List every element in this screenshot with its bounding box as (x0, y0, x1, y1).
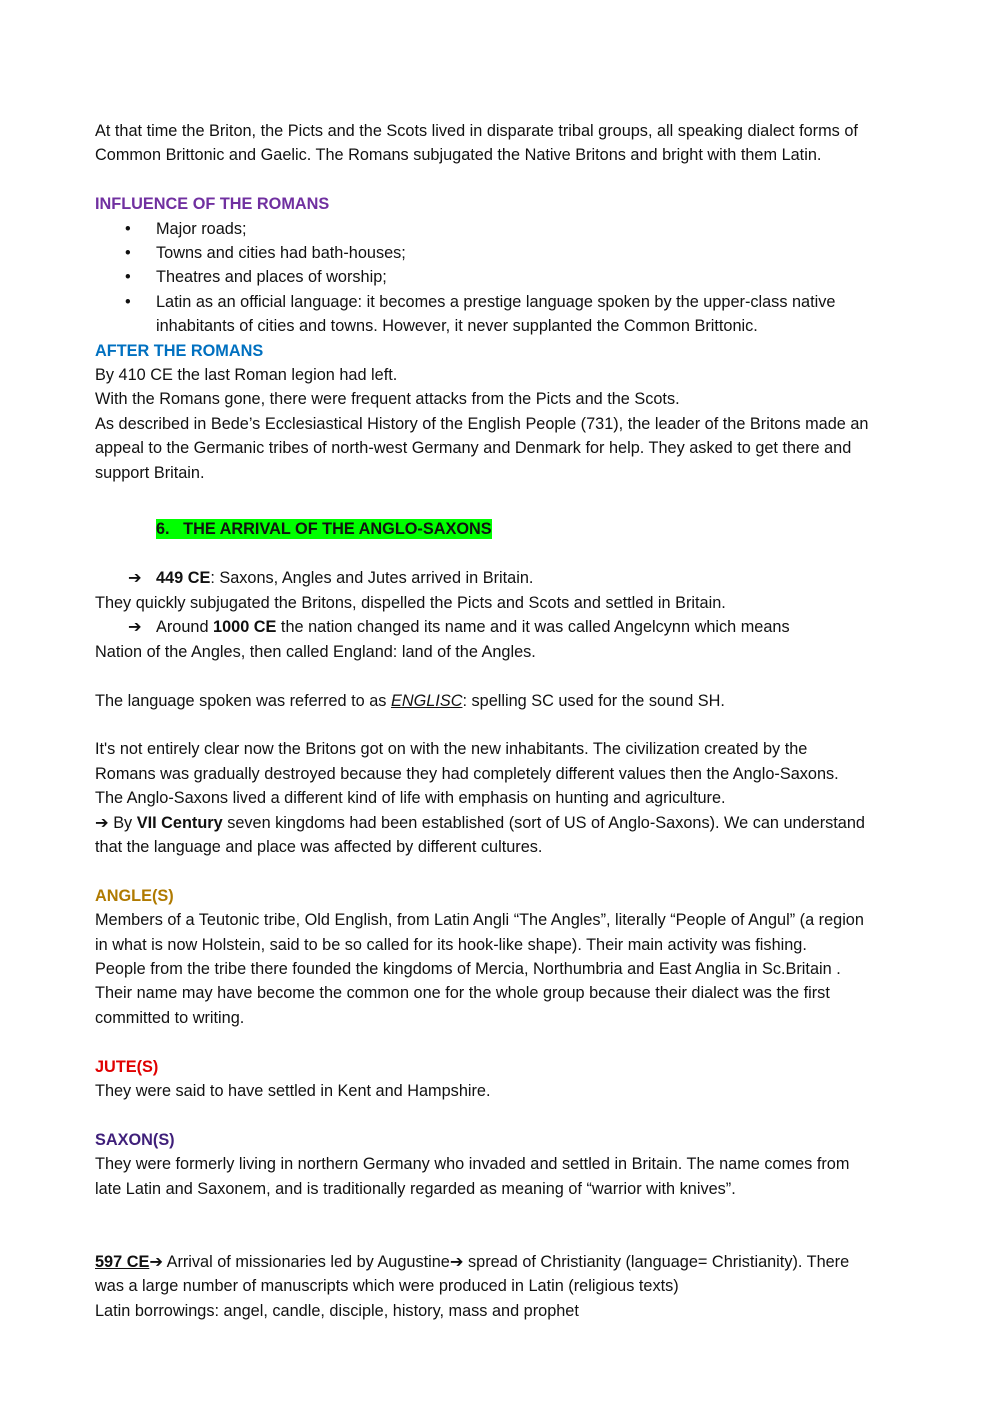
angles-line-5: committed to writing. (95, 1008, 245, 1027)
list-item-continuation: inhabitants of cities and towns. However, it never supplanted the Common Brittonic. (156, 317, 758, 336)
list-item: • Latin as an official language: it becomes a prestige language spoken by the upper-class native (95, 290, 905, 314)
date-1000: 1000 CE (213, 618, 277, 637)
angles-line-3: People from the tribe there founded the kingdoms of Mercia, Northumbria and East Anglia in Sc.Britain . (95, 959, 841, 978)
after-line-1: By 410 CE the last Roman legion had left. (95, 366, 398, 385)
after-line-4: appeal to the Germanic tribes of north-west Germany and Denmark for help. They asked to get there and (95, 439, 852, 458)
civil-line-4: ➔ By VII Century seven kingdoms had been established (sort of US of Anglo-Saxons). We can understand (95, 813, 865, 832)
christianity-line-2: was a large number of manuscripts which were produced in Latin (religious texts) (95, 1277, 679, 1296)
arrival-line-2: They quickly subjugated the Britons, dispelled the Picts and Scots and settled in Britain. (95, 593, 726, 612)
intro-line-1: At that time the Briton, the Picts and the Scots lived in disparate tribal groups, all speaking dialect forms of (95, 122, 858, 140)
saxons-line-1: They were formerly living in northern Germany who invaded and settled in Britain. The name comes from (95, 1155, 850, 1174)
list-item: • Towns and cities had bath-houses; (95, 241, 905, 265)
angles-line-4: Their name may have become the common one for the whole group because their dialect was the first (95, 984, 830, 1003)
angles-heading: ANGLE(S) (95, 886, 174, 905)
after-line-2: With the Romans gone, there were frequent attacks from the Picts and the Scots. (95, 390, 680, 409)
arrow-icon: ➔ (128, 569, 142, 588)
angles-line-1: Members of a Teutonic tribe, Old English, from Latin Angli “The Angles”, literally “People of Angul” (a region (95, 911, 864, 930)
angles-line-2: in what is now Holstein, said to be so called for its hook-like shape). Their main activity was fishing. (95, 935, 807, 954)
section-title: THE ARRIVAL OF THE ANGLO-SAXONS (183, 520, 492, 539)
saxons-heading: SAXON(S) (95, 1130, 175, 1149)
bullet-icon: • (125, 292, 131, 311)
jutes-heading: JUTE(S) (95, 1057, 159, 1076)
influence-list (95, 217, 905, 339)
christianity-line-1: 597 CE➔ Arrival of missionaries led by Augustine➔ spread of Christianity (language= Christianity). There (95, 1252, 850, 1271)
arrow-icon: ➔ (149, 1252, 163, 1271)
century-bold: VII Century (136, 813, 223, 832)
after-line-5: support Britain. (95, 463, 205, 482)
arrow-icon: ➔ (95, 813, 109, 832)
englisc-term: ENGLISC (390, 691, 463, 710)
intro-line-2: Common Brittonic and Gaelic. The Romans subjugated the Native Britons and bright with them Latin. (95, 146, 822, 165)
arrow-icon: ➔ (128, 618, 142, 637)
section-6-heading (95, 517, 905, 541)
after-romans-heading: AFTER THE ROMANS (95, 341, 264, 360)
arrival-line-4: Nation of the Angles, then called England: land of the Angles. (95, 642, 536, 661)
arrow-icon: ➔ (449, 1252, 464, 1271)
civil-line-3: The Anglo-Saxons lived a different kind of life with emphasis on hunting and agriculture. (95, 789, 726, 808)
section-number: 6. (156, 520, 170, 539)
christianity-line-3: Latin borrowings: angel, candle, disciple, history, mass and prophet (95, 1301, 579, 1320)
jutes-text: They were said to have settled in Kent and Hampshire. (95, 1081, 491, 1100)
bullet-icon: • (125, 244, 131, 263)
language-line: The language spoken was referred to as ENGLISC: spelling SC used for the sound SH. (95, 691, 725, 710)
arrival-line-1: ➔ 449 CE: Saxons, Angles and Jutes arrived in Britain. (95, 566, 905, 590)
bullet-icon: • (125, 219, 131, 238)
civil-line-5: that the language and place was affected by different cultures. (95, 837, 543, 856)
date-449: 449 CE (156, 569, 211, 588)
list-item: • Major roads; (95, 217, 905, 241)
bullet-icon: • (125, 268, 131, 287)
after-line-3: As described in Bede’s Ecclesiastical History of the English People (731), the leader of the Britons made an (95, 414, 869, 433)
saxons-line-2: late Latin and Saxonem, and is traditionally regarded as meaning of “warrior with knives”. (95, 1179, 736, 1198)
arrival-line-3: ➔ Around 1000 CE the nation changed its name and it was called Angelcynn which means (95, 615, 905, 639)
date-597: 597 CE (95, 1252, 150, 1271)
list-item: • Theatres and places of worship; (95, 265, 905, 289)
civil-line-2: Romans was gradually destroyed because they had completely different values then the Anglo-Saxons. (95, 764, 839, 783)
civil-line-1: It's not entirely clear now the Britons got on with the new inhabitants. The civilization created by the (95, 740, 808, 759)
influence-heading: INFLUENCE OF THE ROMANS (95, 195, 330, 214)
